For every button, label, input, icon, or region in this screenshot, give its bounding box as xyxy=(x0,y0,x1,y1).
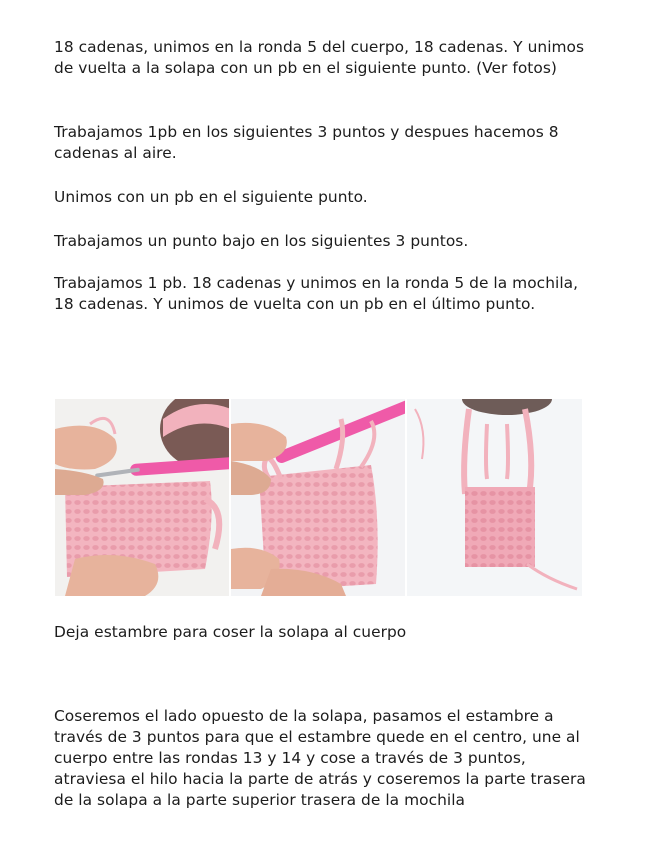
photo-step-2 xyxy=(231,399,405,596)
instruction-paragraph-6: Deja estambre para coser la solapa al cuerpo xyxy=(54,623,407,641)
instruction-paragraph-3: Unimos con un pb en el siguiente punto. xyxy=(54,188,368,206)
photo-step-1 xyxy=(55,399,229,596)
instruction-paragraph-7: Coseremos el lado opuesto de la solapa, pasamos el estambre a través de 3 puntos para que el estambre quede en el centro, une al cuerpo entre las rondas 13 y 14 y cose a través de 3 puntos, atraviesa el hilo hacia la parte de atrás y coseremos la parte trasera de la solapa a la parte superior trasera de la mochila xyxy=(54,707,586,809)
instruction-paragraph-2: Trabajamos 1pb en los siguientes 3 puntos y despues hacemos 8 cadenas al aire. xyxy=(54,123,559,162)
photo-strip xyxy=(55,399,582,596)
photo-step-3 xyxy=(407,399,582,596)
instruction-paragraph-4: Trabajamos un punto bajo en los siguientes 3 puntos. xyxy=(54,232,469,250)
instruction-paragraph-5: Trabajamos 1 pb. 18 cadenas y unimos en la ronda 5 de la mochila, 18 cadenas. Y unimos de vuelta con un pb en el último punto. xyxy=(54,274,579,313)
instruction-paragraph-1: 18 cadenas, unimos en la ronda 5 del cuerpo, 18 cadenas. Y unimos de vuelta a la solapa con un pb en el siguiente punto. (Ver fotos) xyxy=(54,38,585,77)
